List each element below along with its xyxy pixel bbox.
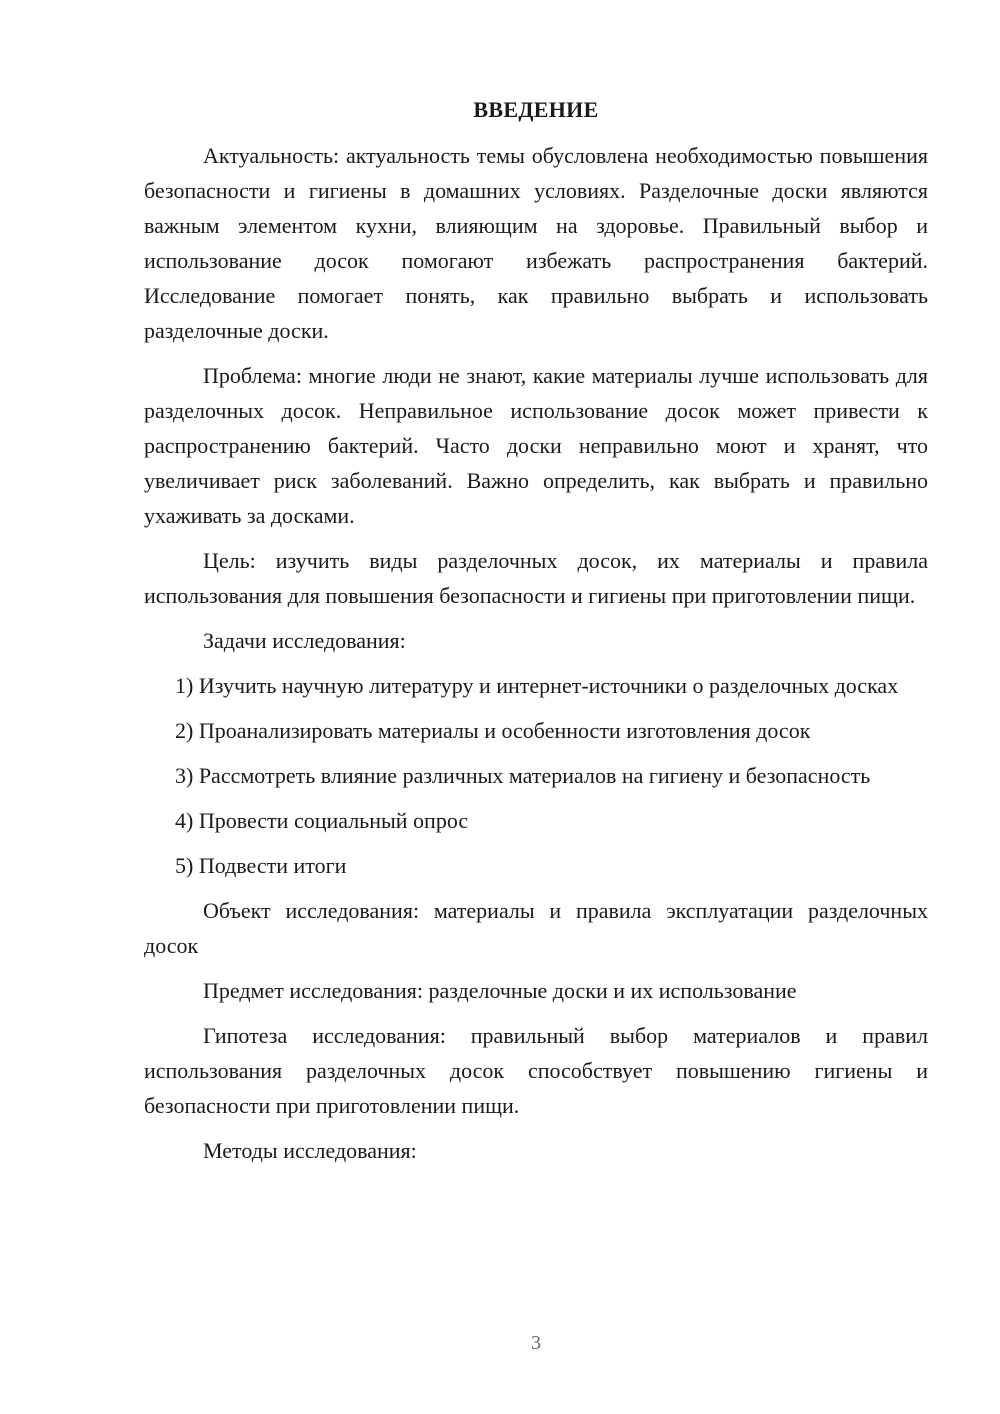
page-number: 3 [531,1332,541,1354]
paragraph-subject: Предмет исследования: разделочные доски и их использование [203,978,797,1003]
document-page [144,94,928,1178]
task-item-4: 4) Провести социальный опрос [175,808,469,833]
paragraph-hypothesis: Гипотеза исследования: правильный выбор материалов и правил использования разделочных досок способствует повышению гигиены и безопасности при приготовлении пищи. [144,1023,928,1118]
task-item-3: 3) Рассмотреть влияние различных материалов на гигиену и безопасность [175,763,871,788]
task-item-1: 1) Изучить научную литературу и интернет-источники о разделочных досках [175,673,899,698]
paragraph-relevance: Актуальность: актуальность темы обусловлена необходимостью повышения безопасности и гигиены в домашних условиях. Разделочные доски являются важным элементом кухни, влияющим на здоровье. Правильный выбор и использование досок помогают избежать распространения бактерий. Исследование помогает понять, как правильно выбрать и использовать разделочные доски. [144,143,928,343]
paragraph-goal: Цель: изучить виды разделочных досок, их материалы и правила использования для повышения безопасности и гигиены при приготовлении пищи. [144,548,928,608]
task-item-2: 2) Проанализировать материалы и особенности изготовления досок [175,718,811,743]
paragraph-tasks-heading: Задачи исследования: [203,628,406,653]
task-item-5: 5) Подвести итоги [175,853,347,878]
paragraph-object: Объект исследования: материалы и правила эксплуатации разделочных досок [144,898,928,958]
document-title: ВВЕДЕНИЕ [473,97,599,122]
paragraph-problem: Проблема: многие люди не знают, какие материалы лучше использовать для разделочных досок. Неправильное использование досок может привести к распространению бактерий. Часто доски неправильно моют и хранят, что увеличивает риск заболеваний. Важно определить, как выбрать и правильно ухаживать за досками. [144,363,928,528]
paragraph-methods: Методы исследования: [203,1138,417,1163]
